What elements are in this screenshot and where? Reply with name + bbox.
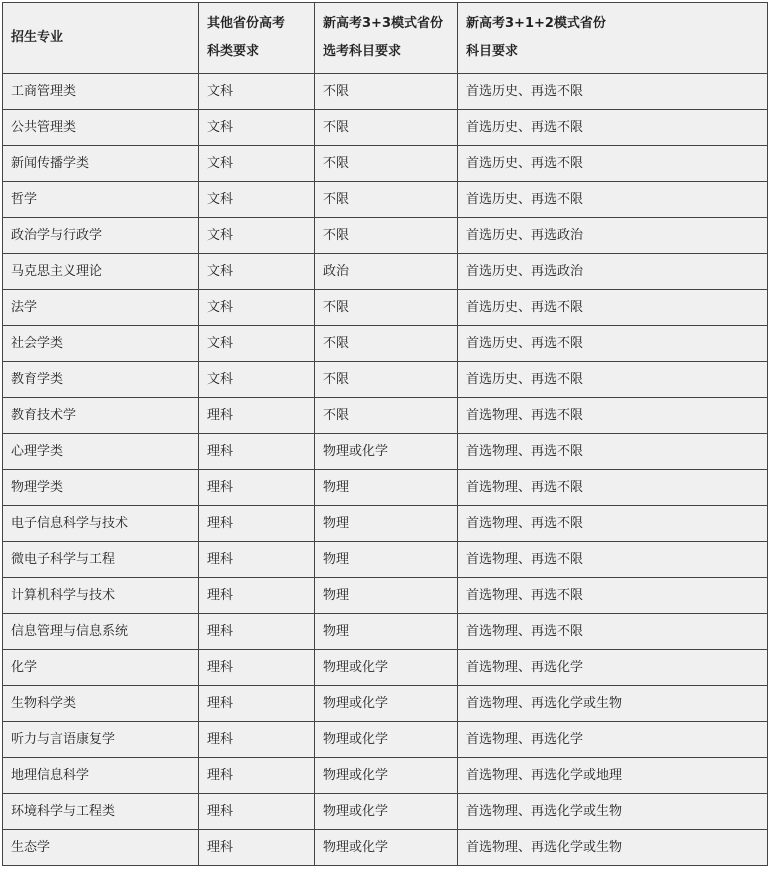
cell-major: 信息管理与信息系统 [3, 614, 199, 650]
cell-3plus1plus2: 首选物理、再选不限 [458, 578, 768, 614]
header-row [3, 3, 768, 74]
header-3plus1plus2-line2: 科目要求 [466, 44, 519, 59]
header-3plus1plus2 [458, 3, 768, 74]
cell-3plus3: 不限 [315, 290, 458, 326]
cell-3plus3: 物理 [315, 470, 458, 506]
cell-3plus3: 物理 [315, 578, 458, 614]
cell-3plus3: 物理或化学 [315, 794, 458, 830]
cell-other-provinces: 理科 [199, 686, 315, 722]
cell-3plus1plus2: 首选历史、再选不限 [458, 182, 768, 218]
cell-3plus1plus2: 首选物理、再选不限 [458, 614, 768, 650]
cell-3plus3: 不限 [315, 182, 458, 218]
cell-other-provinces: 理科 [199, 614, 315, 650]
table-row [3, 434, 768, 470]
cell-major: 生物科学类 [3, 686, 199, 722]
header-3plus1plus2-line1: 新高考3+1+2模式省份 [466, 16, 606, 31]
table-row [3, 686, 768, 722]
admission-requirements-table [2, 2, 768, 866]
cell-other-provinces: 理科 [199, 542, 315, 578]
table-body [3, 74, 768, 866]
cell-3plus3: 物理或化学 [315, 650, 458, 686]
cell-other-provinces: 理科 [199, 758, 315, 794]
cell-3plus1plus2: 首选物理、再选化学 [458, 650, 768, 686]
table-row [3, 254, 768, 290]
cell-3plus3: 不限 [315, 362, 458, 398]
cell-3plus1plus2: 首选历史、再选不限 [458, 74, 768, 110]
cell-3plus3: 物理 [315, 614, 458, 650]
cell-3plus1plus2: 首选物理、再选不限 [458, 470, 768, 506]
table-row [3, 218, 768, 254]
cell-other-provinces: 理科 [199, 506, 315, 542]
cell-3plus1plus2: 首选物理、再选不限 [458, 506, 768, 542]
cell-major: 马克思主义理论 [3, 254, 199, 290]
cell-3plus3: 物理或化学 [315, 686, 458, 722]
cell-other-provinces: 文科 [199, 110, 315, 146]
cell-3plus1plus2: 首选物理、再选化学或地理 [458, 758, 768, 794]
cell-3plus3: 不限 [315, 398, 458, 434]
header-3plus3-line1: 新高考3+3模式省份 [323, 16, 443, 31]
cell-other-provinces: 文科 [199, 254, 315, 290]
cell-other-provinces: 文科 [199, 182, 315, 218]
table-row [3, 794, 768, 830]
table-row [3, 326, 768, 362]
cell-major: 电子信息科学与技术 [3, 506, 199, 542]
cell-3plus1plus2: 首选物理、再选不限 [458, 434, 768, 470]
cell-major: 生态学 [3, 830, 199, 866]
cell-3plus3: 物理 [315, 506, 458, 542]
table-row [3, 830, 768, 866]
cell-3plus3: 物理或化学 [315, 434, 458, 470]
cell-major: 社会学类 [3, 326, 199, 362]
cell-major: 环境科学与工程类 [3, 794, 199, 830]
cell-3plus1plus2: 首选历史、再选不限 [458, 110, 768, 146]
table-row [3, 758, 768, 794]
cell-3plus1plus2: 首选历史、再选不限 [458, 290, 768, 326]
cell-other-provinces: 文科 [199, 290, 315, 326]
table-row [3, 650, 768, 686]
cell-other-provinces: 文科 [199, 74, 315, 110]
cell-major: 计算机科学与技术 [3, 578, 199, 614]
cell-3plus3: 不限 [315, 74, 458, 110]
cell-major: 公共管理类 [3, 110, 199, 146]
table-row [3, 722, 768, 758]
cell-3plus1plus2: 首选物理、再选化学或生物 [458, 830, 768, 866]
cell-other-provinces: 理科 [199, 398, 315, 434]
header-major-label: 招生专业 [11, 30, 64, 45]
cell-3plus1plus2: 首选物理、再选化学 [458, 722, 768, 758]
cell-3plus3: 政治 [315, 254, 458, 290]
cell-other-provinces: 理科 [199, 434, 315, 470]
cell-major: 工商管理类 [3, 74, 199, 110]
table-row [3, 542, 768, 578]
cell-major: 微电子科学与工程 [3, 542, 199, 578]
cell-other-provinces: 理科 [199, 470, 315, 506]
table-header [3, 3, 768, 74]
cell-3plus3: 不限 [315, 218, 458, 254]
table-row [3, 362, 768, 398]
cell-3plus3: 物理或化学 [315, 758, 458, 794]
cell-other-provinces: 文科 [199, 362, 315, 398]
header-3plus3-line2: 选考科目要求 [323, 44, 402, 59]
cell-3plus1plus2: 首选历史、再选不限 [458, 362, 768, 398]
cell-major: 法学 [3, 290, 199, 326]
table-row [3, 146, 768, 182]
cell-3plus3: 不限 [315, 146, 458, 182]
cell-3plus1plus2: 首选历史、再选政治 [458, 218, 768, 254]
cell-3plus3: 不限 [315, 110, 458, 146]
cell-major: 政治学与行政学 [3, 218, 199, 254]
table-row [3, 398, 768, 434]
cell-3plus1plus2: 首选物理、再选不限 [458, 542, 768, 578]
header-other-provinces-line2: 科类要求 [207, 44, 260, 59]
header-major [3, 3, 199, 74]
table-row [3, 470, 768, 506]
cell-major: 新闻传播学类 [3, 146, 199, 182]
table-row [3, 290, 768, 326]
cell-major: 哲学 [3, 182, 199, 218]
header-other-provinces [199, 3, 315, 74]
cell-other-provinces: 理科 [199, 650, 315, 686]
cell-3plus3: 不限 [315, 326, 458, 362]
header-3plus3 [315, 3, 458, 74]
cell-3plus1plus2: 首选物理、再选化学或生物 [458, 794, 768, 830]
cell-major: 听力与言语康复学 [3, 722, 199, 758]
table-row [3, 506, 768, 542]
cell-other-provinces: 理科 [199, 722, 315, 758]
cell-major: 教育学类 [3, 362, 199, 398]
cell-other-provinces: 理科 [199, 794, 315, 830]
table-row [3, 182, 768, 218]
cell-3plus3: 物理或化学 [315, 830, 458, 866]
cell-3plus1plus2: 首选物理、再选化学或生物 [458, 686, 768, 722]
table-row [3, 614, 768, 650]
cell-3plus3: 物理 [315, 542, 458, 578]
cell-major: 化学 [3, 650, 199, 686]
cell-major: 物理学类 [3, 470, 199, 506]
cell-major: 心理学类 [3, 434, 199, 470]
cell-3plus1plus2: 首选物理、再选不限 [458, 398, 768, 434]
cell-3plus3: 物理或化学 [315, 722, 458, 758]
cell-3plus1plus2: 首选历史、再选政治 [458, 254, 768, 290]
cell-major: 教育技术学 [3, 398, 199, 434]
cell-3plus1plus2: 首选历史、再选不限 [458, 146, 768, 182]
cell-major: 地理信息科学 [3, 758, 199, 794]
header-other-provinces-line1: 其他省份高考 [207, 16, 286, 31]
cell-other-provinces: 文科 [199, 326, 315, 362]
cell-other-provinces: 理科 [199, 578, 315, 614]
cell-other-provinces: 文科 [199, 218, 315, 254]
table-row [3, 578, 768, 614]
cell-3plus1plus2: 首选历史、再选不限 [458, 326, 768, 362]
table-row [3, 74, 768, 110]
cell-other-provinces: 文科 [199, 146, 315, 182]
cell-other-provinces: 理科 [199, 830, 315, 866]
table-row [3, 110, 768, 146]
